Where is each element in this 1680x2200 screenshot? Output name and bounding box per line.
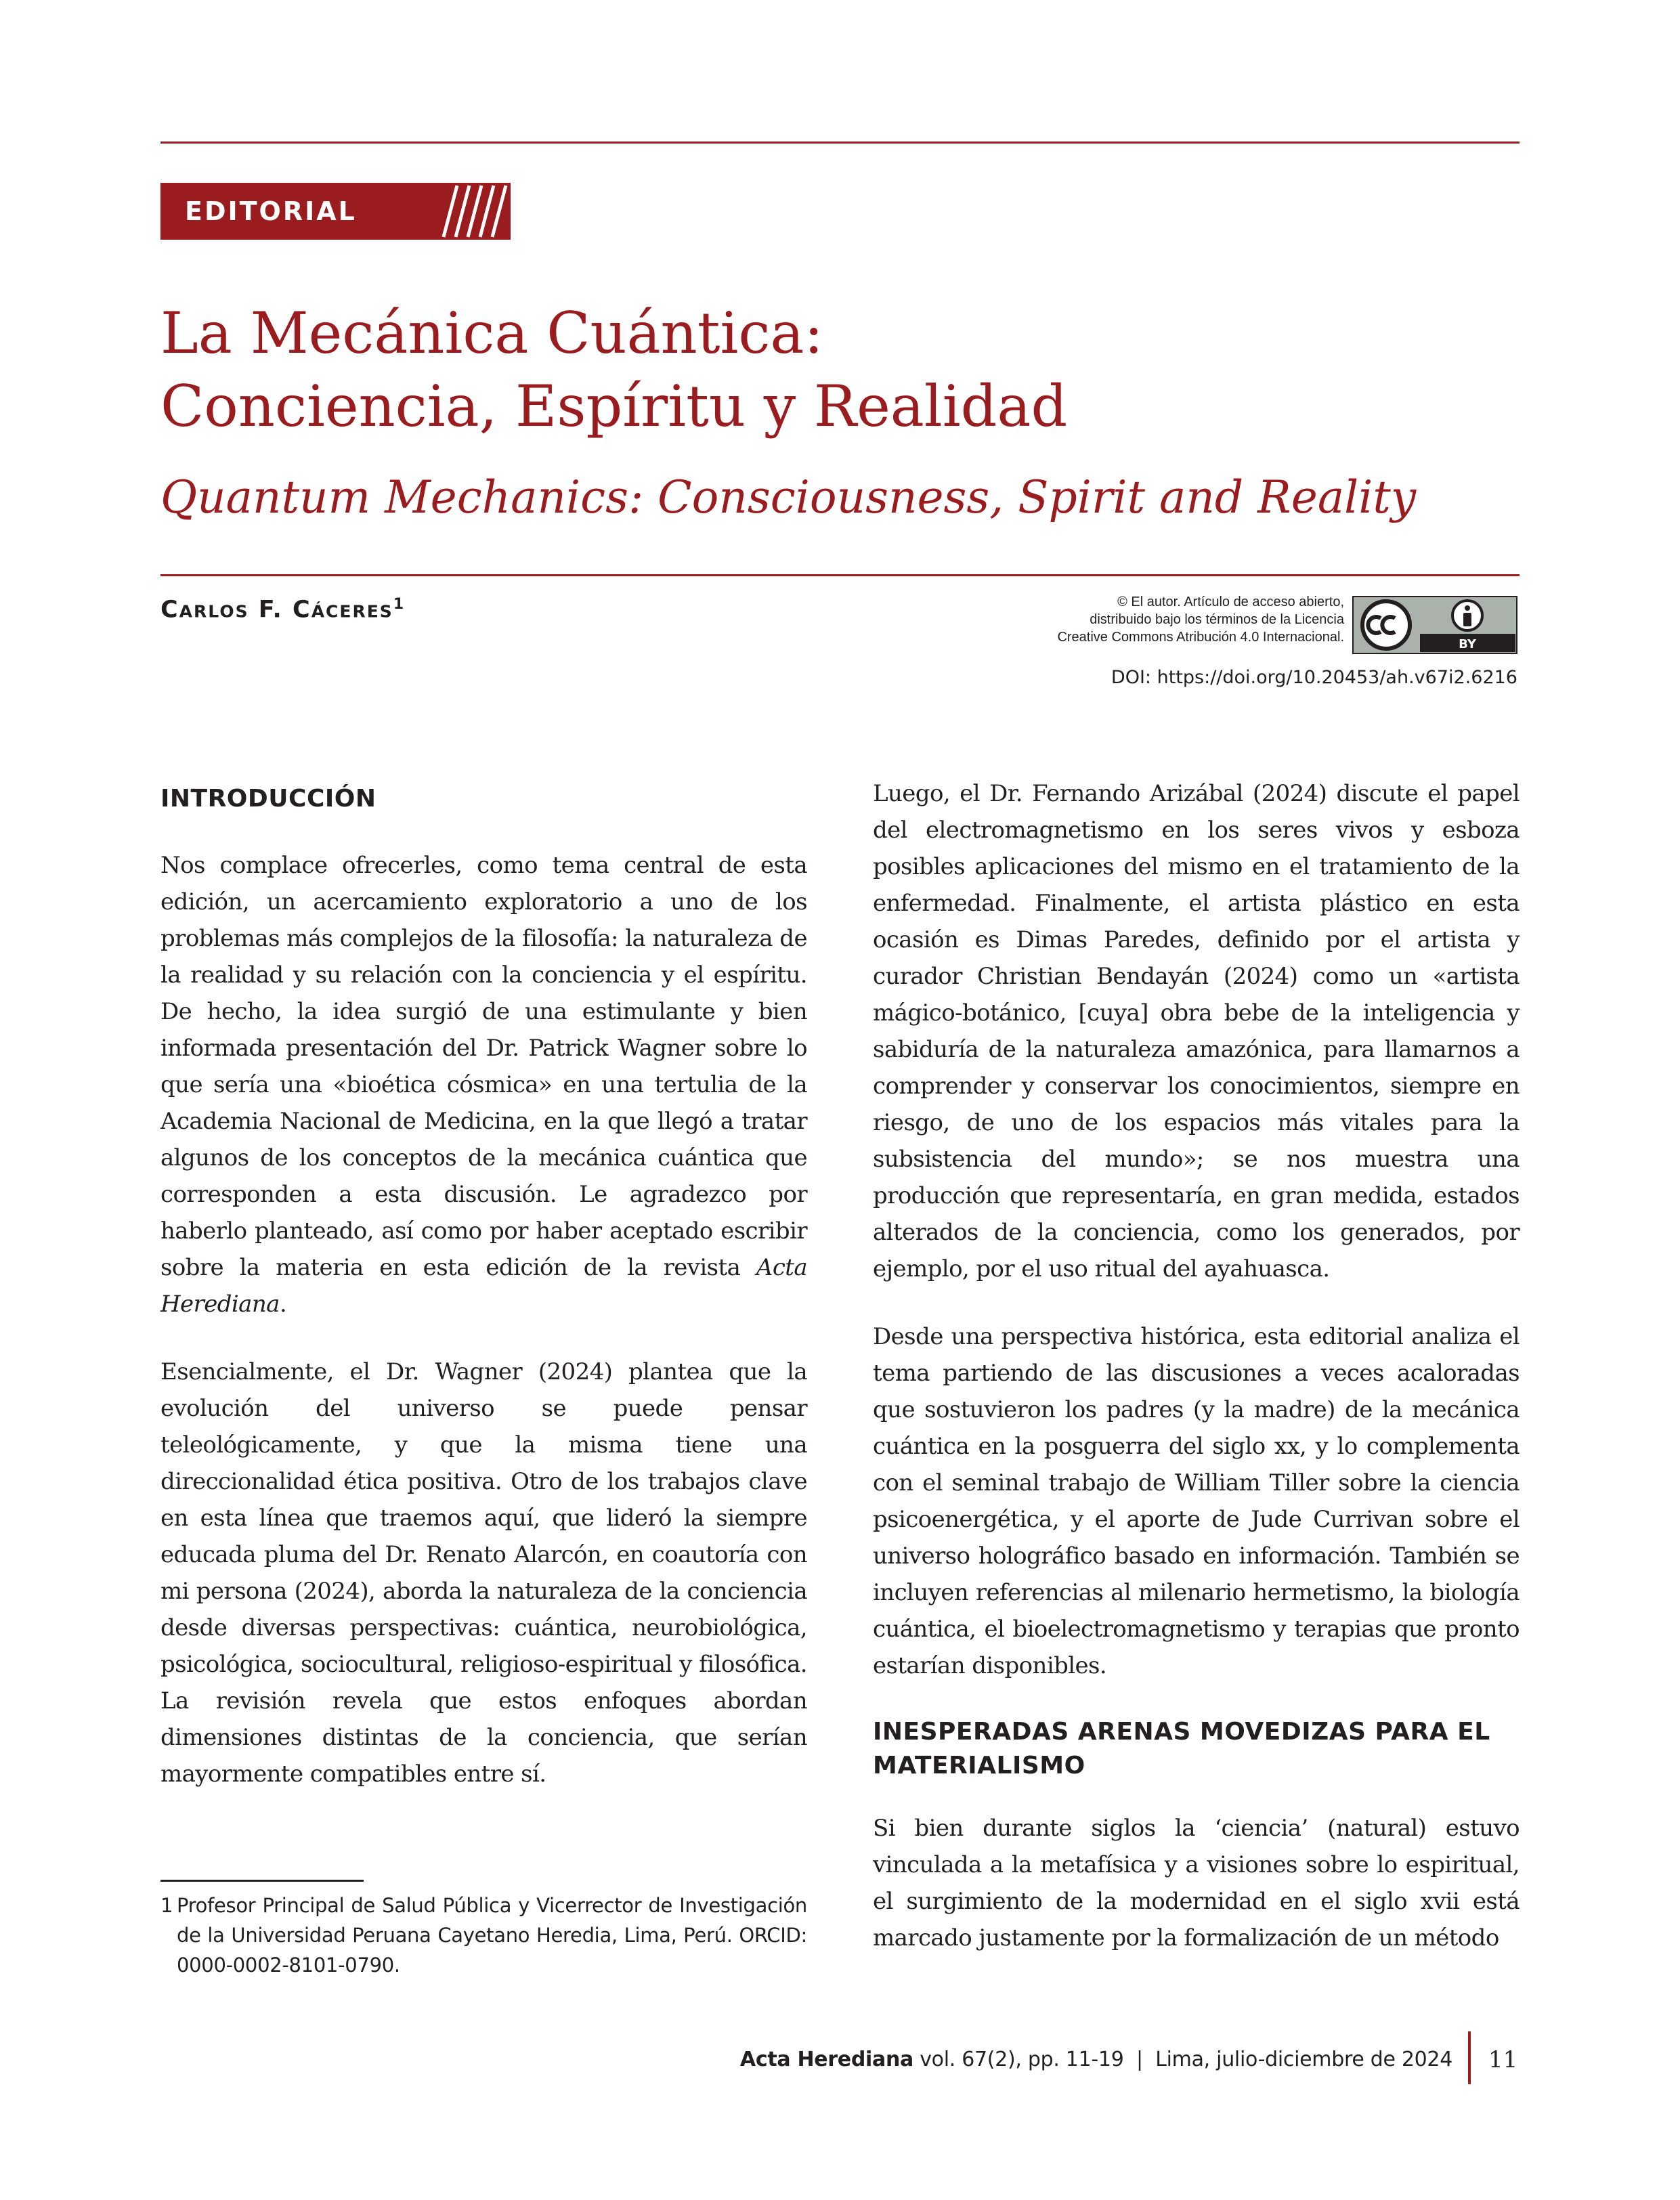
footer-divider — [1468, 2031, 1471, 2084]
running-footer — [609, 2048, 1452, 2071]
paragraph-intro-1-text: Nos complace ofrecerles, como tema central de esta edición, un acercamiento exploratorio a uno de los problemas más complejos de la filosofía: la naturaleza de la realidad y su relación con la conciencia y el espíritu. De hecho, la idea surgió de una estimulante y bien informada presentación del Dr. Patrick Wagner sobre lo que sería una «bioética cósmica» en una tertulia de la Academia Nacional de Medicina, en la que llegó a tratar algunos de los conceptos de la mecánica cuántica que corresponden a esta discusión. Le agradezco por haberlo planteado, así como por haber aceptado escribir sobre la materia en esta edición de la revista — [160, 852, 807, 1281]
journal-name-italic: Acta Herediana — [160, 1254, 807, 1318]
footnote-rule — [160, 1880, 364, 1882]
title-spanish-line-2: Conciencia, Espíritu y Realidad — [160, 373, 1068, 439]
title-spanish — [160, 297, 1515, 443]
license-notice — [948, 593, 1344, 646]
author-line — [160, 596, 405, 624]
license-line-3: Creative Commons Atribución 4.0 Internacional. — [1057, 630, 1344, 645]
paragraph-intro-1-end: . — [279, 1291, 287, 1318]
footer-details: vol. 67(2), pp. 11-19 | Lima, julio-diciembre de 2024 — [913, 2048, 1452, 2071]
heading-arenas-movedizas: INESPERADAS ARENAS MOVEDIZAS PARA EL MATERIALISMO — [873, 1718, 1490, 1780]
title-spanish-line-1: La Mecánica Cuántica: — [160, 300, 823, 366]
footnote — [160, 1891, 807, 1980]
badge-stripes-icon — [425, 183, 511, 240]
license-line-2: distribuido bajo los términos de la Licencia — [1090, 612, 1344, 627]
section-badge — [160, 183, 511, 240]
paragraph-right-1: Luego, el Dr. Fernando Arizábal (2024) discute el papel del electromagnetismo en los seres vivos y esboza posibles aplicaciones del mismo en el tratamiento de la enfermedad. Finalmente, el artista plástico en esta ocasión es Dimas Paredes, definido por el artista y curador Christian Bendayán (2024) como un «artista mágico-botánico, [cuya] obra bebe de la inteligencia y sabiduría de la naturaleza amazónica, para llamarnos a comprender y conservar los conocimientos, siempre en riesgo, de uno de los espacios más vitales para la subsistencia del mundo»; se nos muestra una producción que representaría, en gran medida, estados alterados de la conciencia, como los generados, por ejemplo, por el uso ritual del ayahuasca. — [873, 780, 1520, 1282]
footnote-number: 1 — [160, 1894, 173, 1917]
paragraph-right-3: Si bien durante siglos la ‘ciencia’ (natural) estuvo vinculada a la metafísica y a visiones sobre lo espiritual, el surgimiento de la modernidad en el siglo xvii está marcado justamente por la formalización de un método — [873, 1815, 1520, 1951]
heading-introduccion: INTRODUCCIÓN — [160, 785, 376, 813]
paragraph-right-2: Desde una perspectiva histórica, esta editorial analiza el tema partiendo de las discusiones a veces acaloradas que sostuvieron los padres (y la madre) de la mecánica cuántica en la posguerra del siglo xx, y lo complementa con el seminal trabajo de William Tiller sobre la ciencia psicoenergética, y el aporte de Jude Currivan sobre el universo holográfico basado en información. También se incluyen referencias al milenario hermetismo, la biología cuántica, el bioelectromagnetismo y terapias que pronto estarían disponibles. — [873, 1323, 1520, 1679]
license-line-1: © El autor. Artículo de acceso abierto, — [1117, 595, 1344, 609]
cc-icon — [1362, 601, 1410, 649]
cc-badge-text: BY — [1459, 637, 1476, 651]
cc-by-badge[interactable] — [1352, 596, 1517, 654]
title-english: Quantum Mechanics: Consciousness, Spirit and Reality — [160, 471, 1417, 523]
author-name: Carlos F. Cáceres — [160, 596, 393, 624]
attribution-person-icon — [1452, 601, 1482, 630]
top-rule — [160, 142, 1520, 144]
doi-link[interactable]: DOI: https://doi.org/10.20453/ah.v67i2.6216 — [1111, 667, 1517, 688]
page-number: 11 — [1488, 2046, 1518, 2073]
right-column — [873, 782, 1520, 1987]
footer-journal: Acta Herediana — [739, 2048, 913, 2071]
section-badge-label: EDITORIAL — [185, 196, 357, 226]
title-rule — [160, 574, 1520, 576]
paragraph-intro-1 — [160, 847, 807, 1322]
paragraph-intro-2: Esencialmente, el Dr. Wagner (2024) plantea que la evolución del universo se puede pensar teleológicamente, y que la misma tiene una direccionalidad ética positiva. Otro de los trabajos clave en esta línea que traemos aquí, que lideró la siempre educada pluma del Dr. Renato Alarcón, en coautoría con mi persona (2024), aborda la naturaleza de la conciencia desde diversas perspectivas: cuántica, neurobiológica, psicológica, sociocultural, religioso-espiritual y filosófica. La revisión revela que estos enfoques abordan dimensiones distintas de la conciencia, que serían mayormente compatibles entre sí. — [160, 1358, 807, 1788]
footnote-text: Profesor Principal de Salud Pública y Vicerrector de Investigación de la Universidad Peruana Cayetano Heredia, Lima, Perú. ORCID: 0000-0002-8101-0790. — [177, 1894, 807, 1977]
author-footnote-ref[interactable]: 1 — [393, 596, 406, 613]
left-column — [160, 782, 807, 1824]
